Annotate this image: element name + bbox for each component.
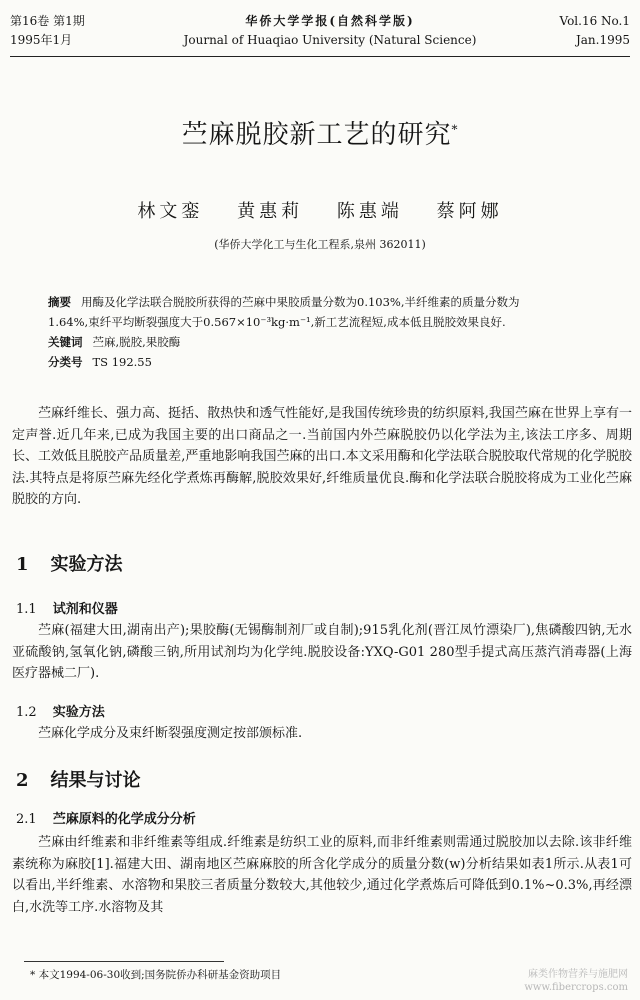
section-heading: 1 实验方法 [16,554,123,575]
author-list [0,197,640,223]
subsection-heading: 1.1 试剂和仪器 [16,602,118,617]
journal-header [10,12,630,56]
journal-name: 华侨大学学报(自然科学版) Journal of Huaqiao University (Natural Science) [183,14,477,47]
author: 蔡阿娜 [436,201,503,222]
methods-paragraph: 苎麻化学成分及束纤断裂强度测定按部颁标准. [38,726,303,741]
intro-paragraph: 苎麻纤维长、强力高、挺括、散热快和透气性能好,是我国传统珍贵的纺织原料,我国苎麻在世界上享有一定声誉.近几年来,已成为我国主要的出口商品之一.当前国内外苎麻脱胶仍以化学法为主,该法工序多、周期长、工效低且脱胶产品质量差,严重地影响我国苎麻的出口.本文采用酶和化学法联合脱胶取代常规的化学脱胶法.其特点是将原苎麻先经化学煮炼再酶解,脱胶效果好,纤维质量优良.酶和化学法联合脱胶将成为工业化苎麻脱胶的方向. [12,406,632,507]
affiliation: (华侨大学化工与生化工程系,泉州 362011) [214,238,426,251]
classification-label: 分类号 [48,355,83,369]
composition-paragraph: 苎麻由纤维素和非纤维素等组成.纤维素是纺织工业的原料,而非纤维素则需通过脱胶加以去除.该非纤维素统称为麻胶[1].福建大田、湖南地区苎麻麻胶的所含化学成分的质量分数(w)分析结果如表1所示.从表1可以看出,半纤维素、水溶物和果胶三者质量分数较大,其他较少,通过化学煮炼后可降低到0.1%~0.3%,再经漂白,水洗等工序.水溶物及其 [12,835,632,915]
abstract-line: 摘要 用酶及化学法联合脱胶所获得的苎麻中果胶质量分数为0.103%,半纤维素的质量分数为 [48,295,520,309]
abstract-label: 摘要 [48,295,71,309]
header-rule [10,56,630,57]
classification: 分类号 TS 192.55 [48,355,152,369]
footnote: * 本文1994-06-30收到;国务院侨办科研基金资助项目 [30,969,282,981]
subsection-heading: 2.1 苎麻原料的化学成分分析 [16,812,196,827]
title-footnote-mark: * [451,122,459,137]
materials-paragraph: 苎麻(福建大田,湖南出产);果胶酶(无锡酶制剂厂或自制);915乳化剂(晋江凤竹漂染厂),焦磷酸四钠,无水亚硫酸钠,氢氧化钠,磷酸三钠,所用试剂均为化学纯.脱胶设备:YXQ-G01 280型手提式高压蒸汽消毒器(上海医疗器械二厂). [12,623,632,681]
footnote-rule [24,961,224,962]
subsection-heading: 1.2 实验方法 [16,705,105,720]
section-heading: 2 结果与讨论 [16,770,141,791]
volume-issue-en: Vol.16 No.1 Jan.1995 [559,14,630,47]
author: 陈惠端 [336,201,403,222]
keywords-label: 关键词 [48,335,83,349]
watermark: 麻类作物营养与施肥网 www.fibercrops.com [524,969,628,993]
keywords: 关键词 苎麻,脱胶,果胶酶 [48,335,181,349]
author: 林文銮 [137,201,204,222]
abstract-line: 1.64%,束纤平均断裂强度大于0.567×10⁻³kg·m⁻¹,新工艺流程短,成本低且脱胶效果良好. [48,315,506,329]
volume-issue: 第16卷 第1期 1995年1月 [10,14,85,47]
article-title: 苎麻脱胶新工艺的研究* [181,120,459,150]
abstract-block [48,292,616,372]
author: 黄惠莉 [237,201,304,222]
